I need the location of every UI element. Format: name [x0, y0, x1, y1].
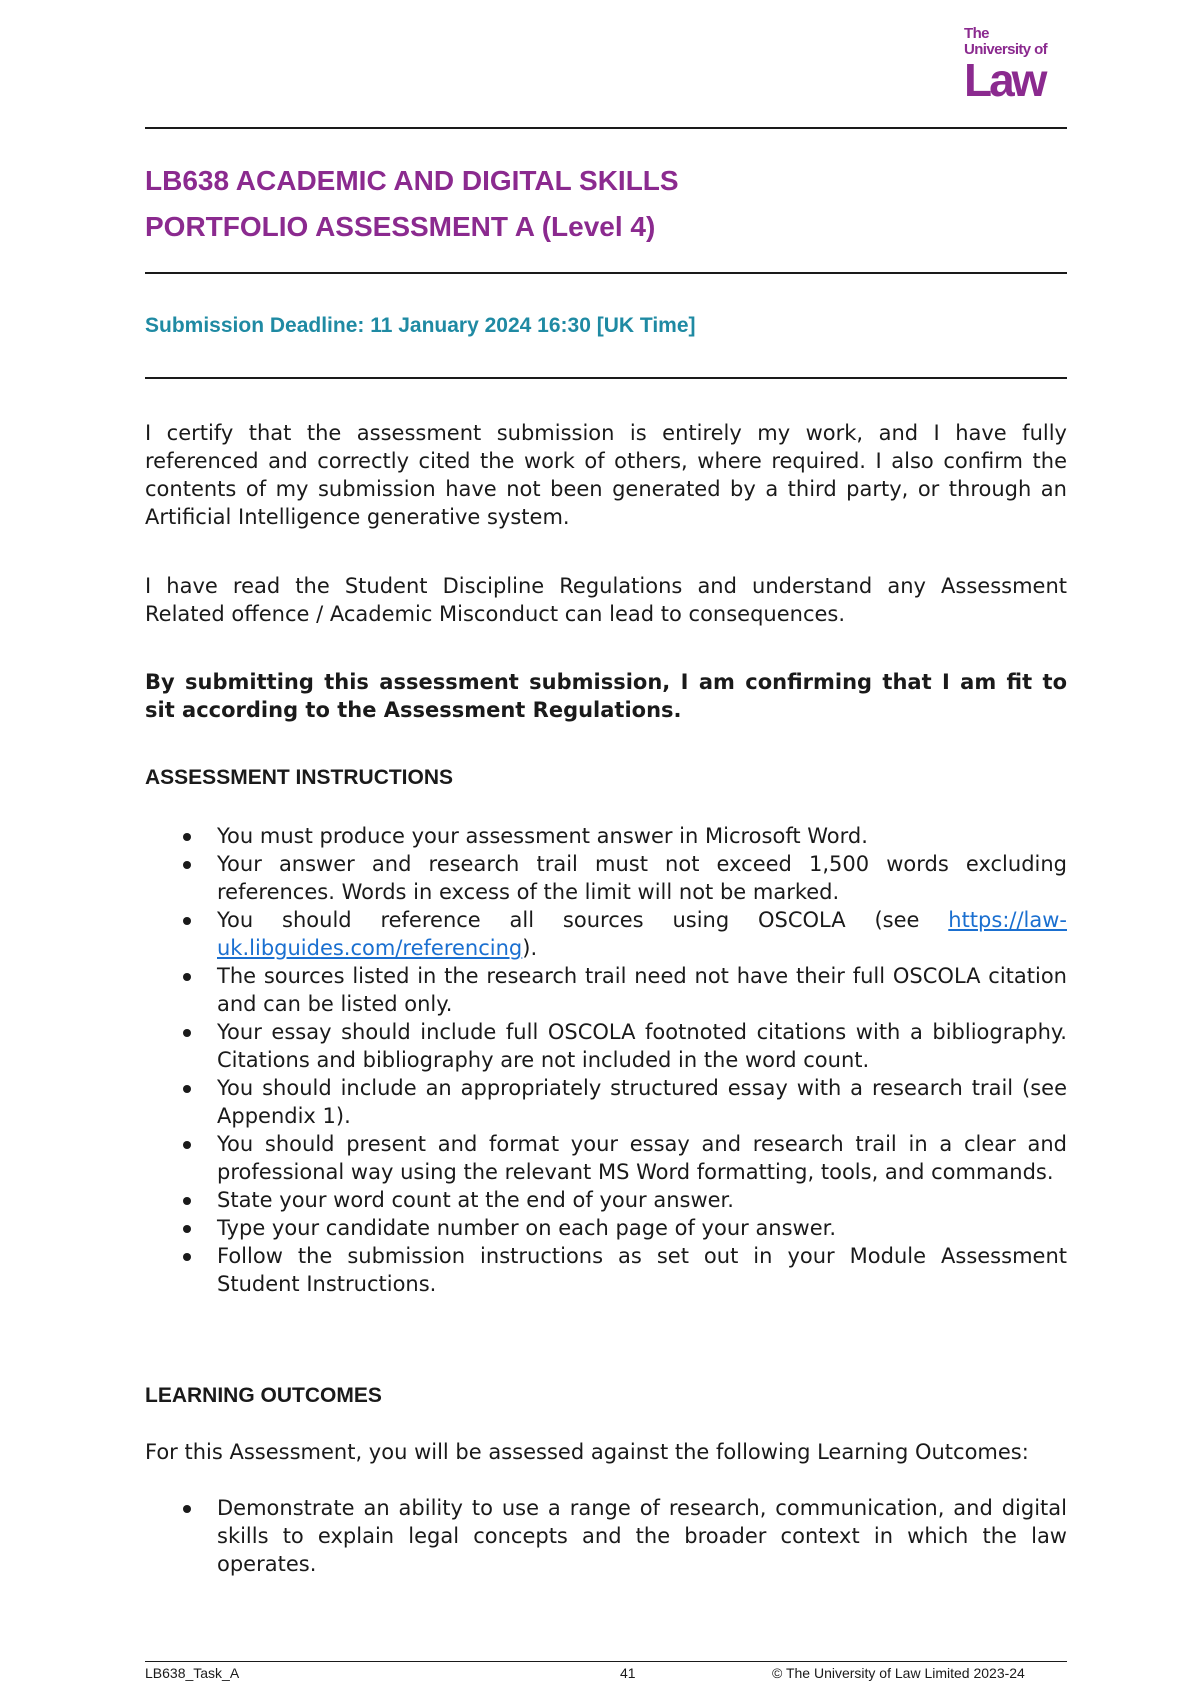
list-item: Demonstrate an ability to use a range of research, communication, and digital skills to explain legal concepts and the broader context in which the law operates.: [145, 1494, 1067, 1578]
list-item: Follow the submission instructions as set out in your Module Assessment Student Instructions.: [145, 1242, 1067, 1298]
university-logo: [964, 25, 1060, 106]
list-item: You should include an appropriately structured essay with a research trail (see Appendix 1).: [145, 1074, 1067, 1130]
confirmation-paragraph: By submitting this assessment submission, I am confirming that I am fit to sit according to the Assessment Regulations.: [145, 670, 1067, 722]
referencing-link[interactable]: https://law-uk.libguides.com/referencing: [217, 908, 1067, 960]
bullet-icon: [183, 1197, 191, 1205]
document-title: [145, 158, 1067, 250]
footer-copyright: © The University of Law Limited 2023-24: [772, 1665, 1025, 1681]
instructions-list: [145, 822, 1067, 1298]
outcomes-intro: For this Assessment, you will be assessed against the following Learning Outcomes:: [145, 1440, 1029, 1464]
footer-page-number: 41: [620, 1665, 636, 1681]
bullet-icon: [183, 1029, 191, 1037]
outcomes-list: [145, 1494, 1067, 1578]
bullet-icon: [183, 1253, 191, 1261]
list-item: State your word count at the end of your answer.: [145, 1186, 1067, 1214]
bullet-icon: [183, 917, 191, 925]
divider-top: [145, 127, 1067, 129]
list-item: Your essay should include full OSCOLA footnoted citations with a bibliography. Citations and bibliography are not included in the word count.: [145, 1018, 1067, 1074]
title-line-2: PORTFOLIO ASSESSMENT A (Level 4): [145, 211, 656, 242]
bullet-icon: [183, 973, 191, 981]
discipline-paragraph: I have read the Student Discipline Regulations and understand any Assessment Related offence / Academic Misconduct can lead to consequences.: [145, 574, 1067, 626]
list-item: Your answer and research trail must not exceed 1,500 words excluding references. Words in excess of the limit will not be marked.: [145, 850, 1067, 906]
bullet-icon: [183, 833, 191, 841]
instructions-heading: ASSESSMENT INSTRUCTIONS: [145, 766, 454, 789]
logo-line-1: The: [964, 25, 989, 42]
list-item: You should reference all sources using OSCOLA (see https://law-uk.libguides.com/referencing).: [145, 906, 1067, 962]
title-line-1: LB638 ACADEMIC AND DIGITAL SKILLS: [145, 165, 679, 196]
list-item: The sources listed in the research trail need not have their full OSCOLA citation and can be listed only.: [145, 962, 1067, 1018]
submission-deadline: Submission Deadline: 11 January 2024 16:30 [UK Time]: [145, 314, 696, 337]
bullet-icon: [183, 1141, 191, 1149]
divider-title: [145, 272, 1067, 274]
certification-paragraph: I certify that the assessment submission is entirely my work, and I have fully referenced and correctly cited the work of others, where required. I also confirm the contents of my submission have not been generated by a third party, or through an Artificial Intelligence generative system.: [145, 421, 1067, 529]
logo-line-3: Law: [964, 54, 1045, 106]
bullet-icon: [183, 1085, 191, 1093]
bullet-icon: [183, 1505, 191, 1513]
bullet-icon: [183, 1225, 191, 1233]
list-item: Type your candidate number on each page of your answer.: [145, 1214, 1067, 1242]
outcomes-heading: LEARNING OUTCOMES: [145, 1384, 382, 1407]
logo-line-2: University of: [964, 41, 1048, 58]
footer-divider: [145, 1661, 1067, 1662]
list-item: You must produce your assessment answer in Microsoft Word.: [145, 822, 1067, 850]
divider-deadline: [145, 377, 1067, 379]
bullet-icon: [183, 861, 191, 869]
footer-document-code: LB638_Task_A: [145, 1665, 240, 1681]
list-item: You should present and format your essay and research trail in a clear and professional way using the relevant MS Word formatting, tools, and commands.: [145, 1130, 1067, 1186]
